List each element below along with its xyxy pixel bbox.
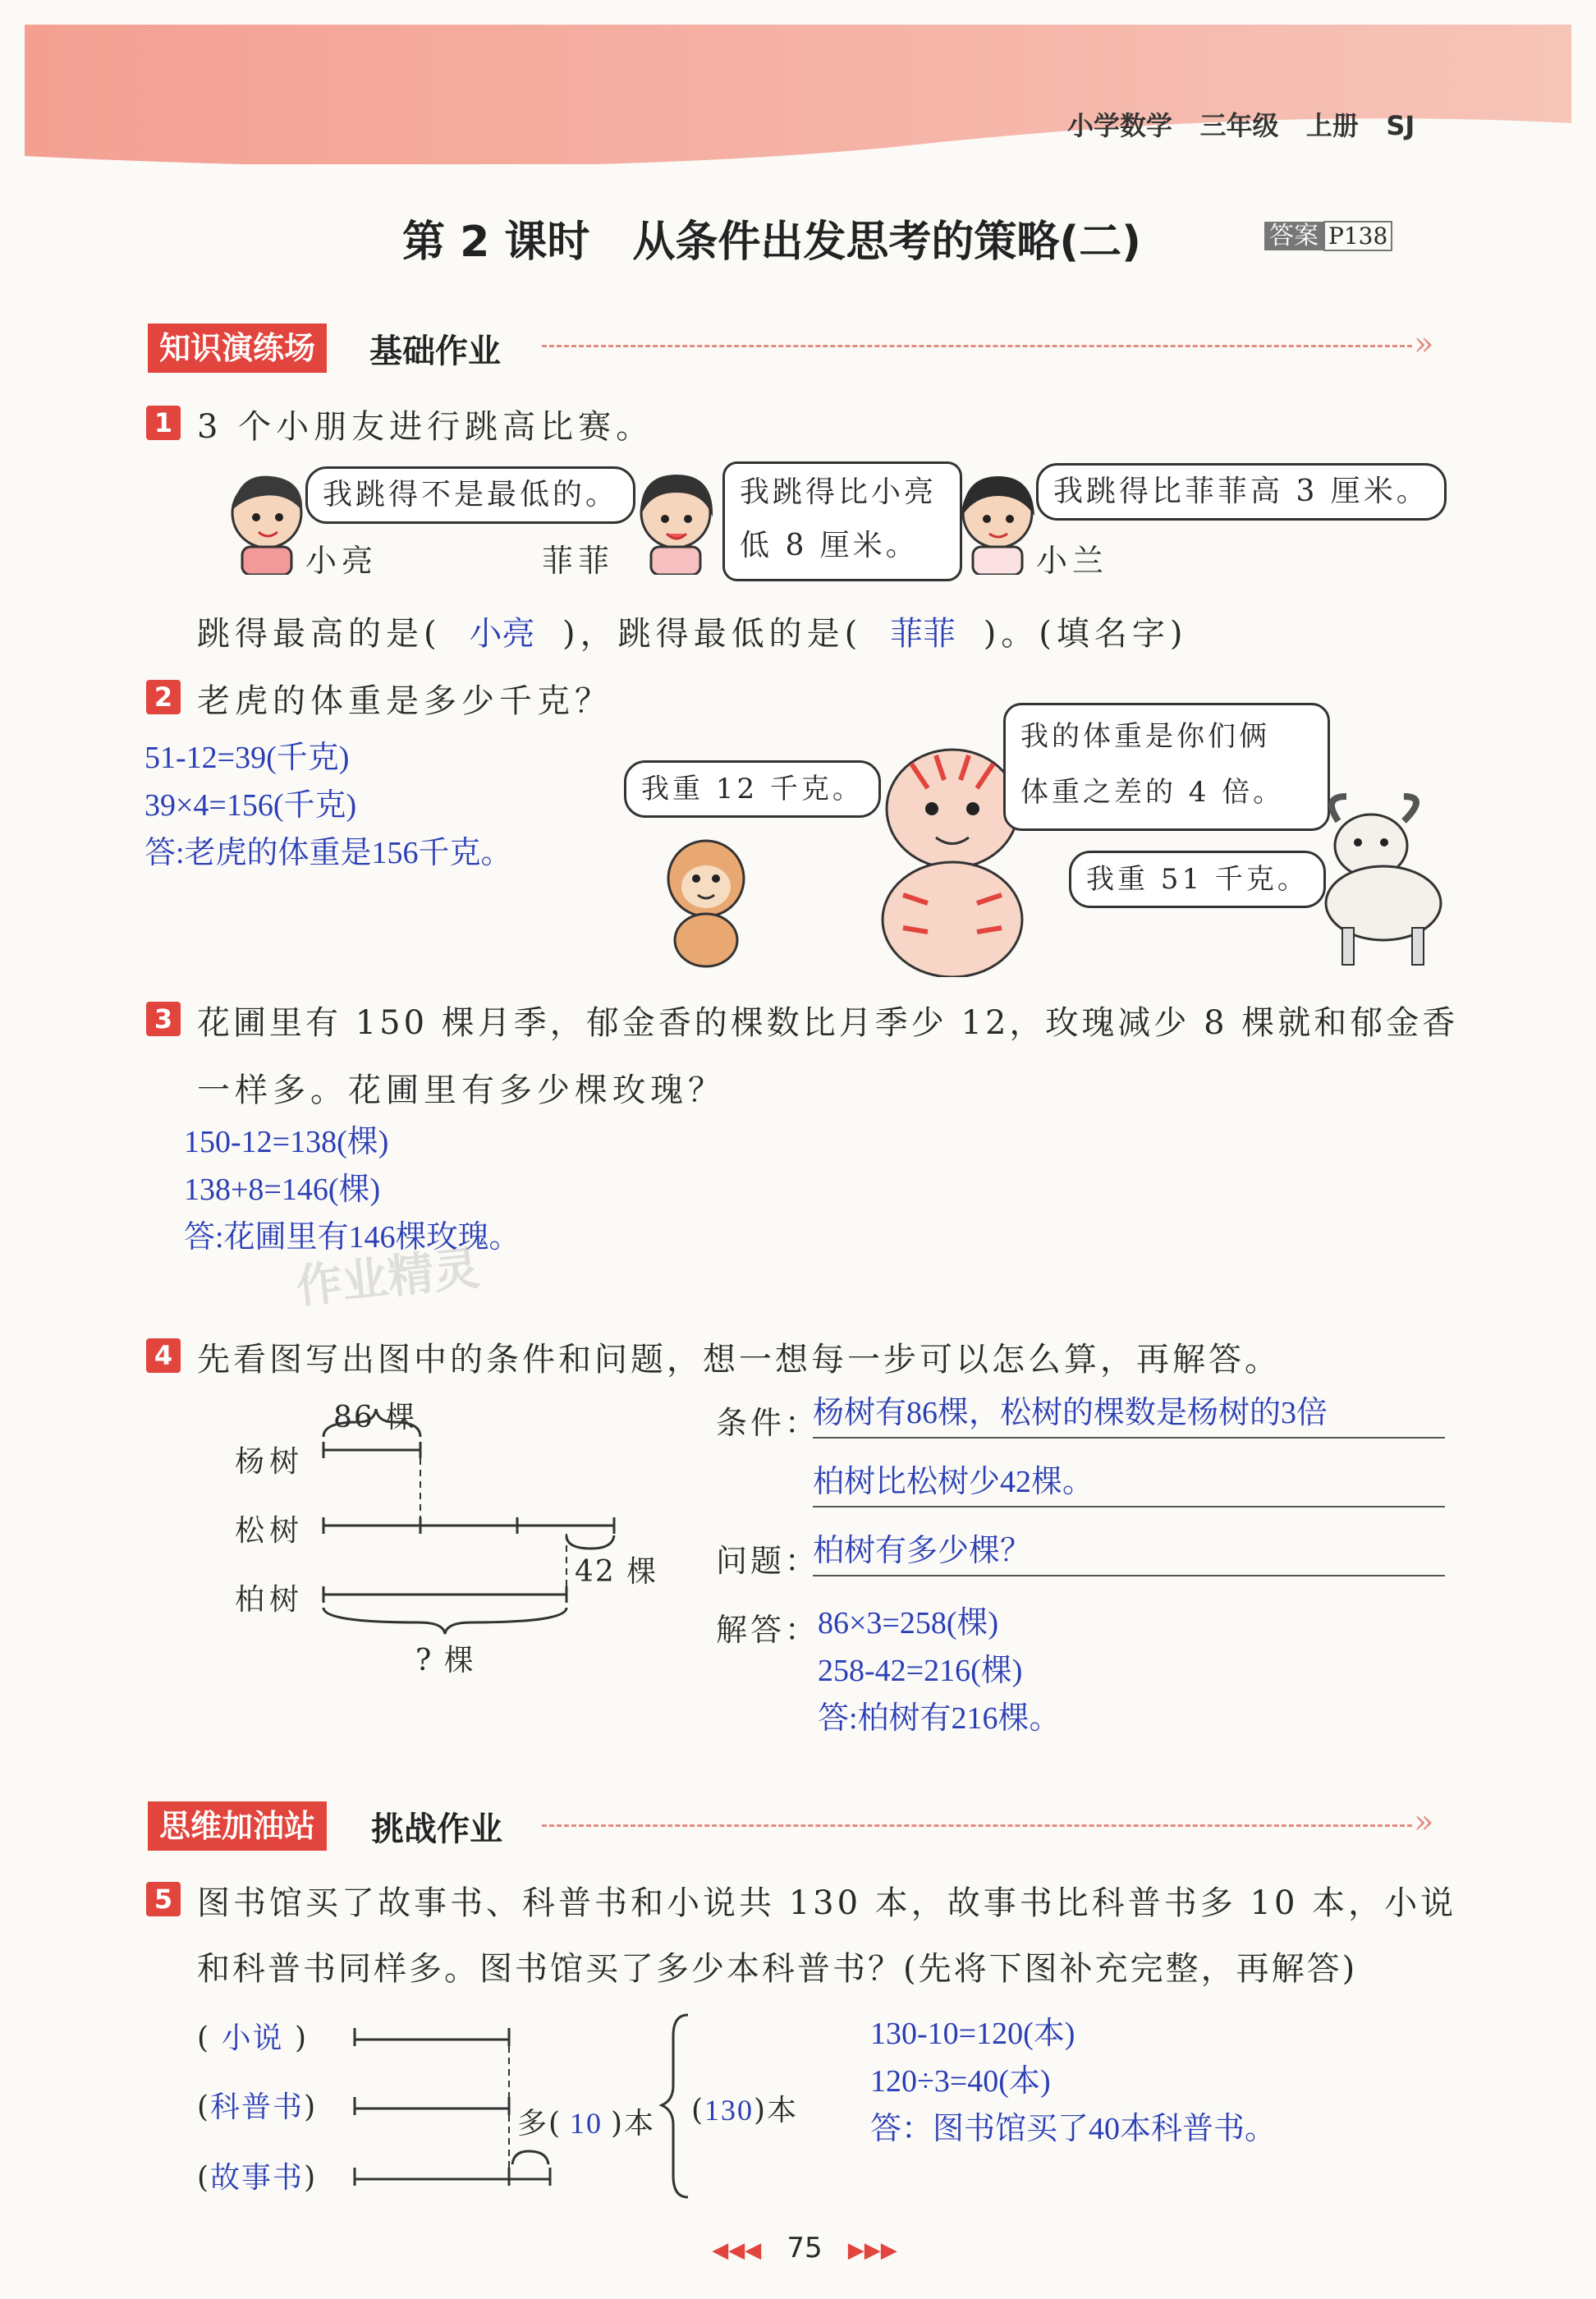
fill-prefix: 跳得最高的是( [197,615,442,653]
header-grade: 三年级 [1199,110,1279,141]
bubble-tiger-line2: 体重之差的 4 倍。 [1020,776,1285,809]
bubble-girl-line2: 低 8 厘米。 [740,529,919,562]
solution-label: 解答： [716,1612,820,1648]
question-number-4: 4 [146,1338,181,1373]
diagram-lines [222,1388,681,1691]
answer-5-line3: 答：图书馆买了40本科普书。 [870,2112,1277,2146]
section-tag-basic: 知识演练场 [148,324,327,373]
speech-bubble-monkey: 我重 12 千克。 [624,760,881,818]
question-label: 问题： [716,1543,820,1579]
page-title: 第 2 课时 从条件出发思考的策略(二) [402,218,1141,267]
condition-line1: 杨树有86棵，松树的棵数是杨树的3倍 [813,1389,1445,1439]
page-footer [673,2232,936,2265]
more-value: 10 [570,2107,603,2140]
kid-name-xiaolan: 小兰 [1036,543,1109,579]
question-4-text: 先看图写出图中的条件和问题，想一想每一步可以怎么算，再解答。 [197,1341,1281,1379]
question-1-fill [197,608,1188,654]
question-number-5: 5 [146,1882,181,1916]
diagram-row-bai: 柏树 [235,1583,305,1617]
header-band [25,25,1571,164]
more-prefix: 多( [517,2107,562,2141]
speech-bubble-boy: 我跳得不是最低的。 [305,466,635,524]
watermark-text: 作业精灵 [293,1241,483,1315]
header-edition: SJ [1386,110,1415,141]
page-number: 75 [787,2232,823,2265]
book-row-2-value: 科普书 [210,2090,305,2123]
diagram-top-label: 86 棵 [333,1401,417,1434]
section-divider [542,345,1412,347]
book-row-2: (科普书) [197,2090,318,2124]
section-divider-2 [542,1824,1412,1827]
answer-4-line1: 86×3=258(棵) [818,1606,999,1641]
answer-2-line2: 39×4=156(千克) [144,788,357,823]
book-row-1-value: 小说 [221,2021,284,2054]
bubble-tiger-line1: 我的体重是你们俩 [1020,720,1270,753]
goat-illustration [1305,788,1453,969]
diagram-bottom-label: ? 棵 [415,1644,475,1677]
speech-bubble-tiger [1003,703,1330,831]
section-name-basic: 基础作业 [369,333,501,370]
book-row-3: (故事书) [197,2161,318,2195]
girl-illustration [631,468,721,575]
header-subject: 小学数学 [1067,110,1173,141]
speech-bubble-girl [722,461,962,581]
answer-4-line3: 答:柏树有216棵。 [818,1701,1061,1736]
answer-5-line1: 130-10=120(本) [870,2017,1075,2051]
diagram-row-yang: 杨树 [235,1445,305,1479]
answer-ref-page: P138 [1323,221,1392,251]
monkey-illustration [649,829,764,969]
header-volume: 上册 [1305,110,1359,141]
question-5-line1: 图书馆买了故事书、科普书和小说共 130 本，故事书比科普书多 10 本，小说 [197,1884,1457,1922]
answer-ref-label: 答案 [1264,222,1323,250]
book-diagram [197,2003,837,2209]
question-3-line2: 一样多。花圃里有多少棵玫瑰？ [197,1071,726,1109]
question-3-line1: 花圃里有 150 棵月季，郁金香的棵数比月季少 12，玫瑰减少 8 棵就和郁金香 [197,1004,1459,1042]
fill-mid: )，跳得最低的是( [562,615,863,653]
answer-3-line1: 150-12=138(棵) [184,1125,389,1159]
chevron-right-icon: » [1414,325,1434,363]
more-suffix: )本 [611,2107,656,2141]
question-answer-line: 柏树有多少棵？ [813,1527,1445,1576]
fill-suffix: )。(填名字) [983,615,1188,653]
answer-lowest: 菲菲 [889,615,956,652]
answer-4-line2: 258-42=216(棵) [818,1654,1023,1688]
diagram-diff-label: 42 棵 [575,1555,658,1589]
chevron-right-icon-2: » [1414,1803,1434,1841]
question-number-1: 1 [146,406,181,440]
total-suffix: 本 [767,2094,799,2127]
total-label: (130)本 [691,2094,799,2127]
answer-5-line2: 120÷3=40(本) [870,2064,1051,2099]
boy-illustration [222,468,312,575]
answer-ref [1264,215,1392,251]
speech-bubble-girl2: 我跳得比菲菲高 3 厘米。 [1036,463,1447,521]
header-meta [1067,105,1415,143]
condition-label: 条件： [716,1405,820,1441]
answer-3-line3: 答:花圃里有146棵玫瑰。 [184,1220,521,1255]
section-tag-challenge: 思维加油站 [148,1801,327,1851]
question-1-text: 3 个小朋友进行跳高比赛。 [197,408,654,446]
bubble-girl-line1: 我跳得比小亮 [740,475,938,509]
book-row-3-value: 故事书 [210,2161,305,2194]
diagram-row-song: 松树 [235,1514,305,1548]
more-label [517,2100,655,2142]
question-2-text: 老虎的体重是多少千克？ [197,682,612,720]
kid-name-feifei: 菲菲 [542,543,615,579]
answer-2-line3: 答:老虎的体重是156千克。 [144,836,512,870]
tree-diagram [222,1388,681,1691]
book-row-1: ( 小说 ) [197,2021,309,2055]
section-name-challenge: 挑战作业 [371,1810,502,1848]
next-arrows-icon: ▶▶▶ [847,2238,897,2263]
condition-line2: 柏树比松树少42棵。 [813,1458,1445,1507]
prev-arrows-icon: ◀◀◀ [712,2238,762,2263]
question-number-3: 3 [146,1002,181,1036]
speech-bubble-goat: 我重 51 千克。 [1069,851,1326,908]
answer-3-line2: 138+8=146(棵) [184,1172,381,1207]
question-5-line2: 和科普书同样多。图书馆买了多少本科普书？(先将下图补充完整，再解答) [197,1950,1358,1988]
answer-2-line1: 51-12=39(千克) [144,741,350,775]
girl2-illustration [952,468,1043,575]
total-value: 130 [704,2094,754,2127]
kid-name-xiaoliang: 小亮 [305,543,378,579]
answer-highest: 小亮 [469,615,535,652]
question-number-2: 2 [146,680,181,714]
